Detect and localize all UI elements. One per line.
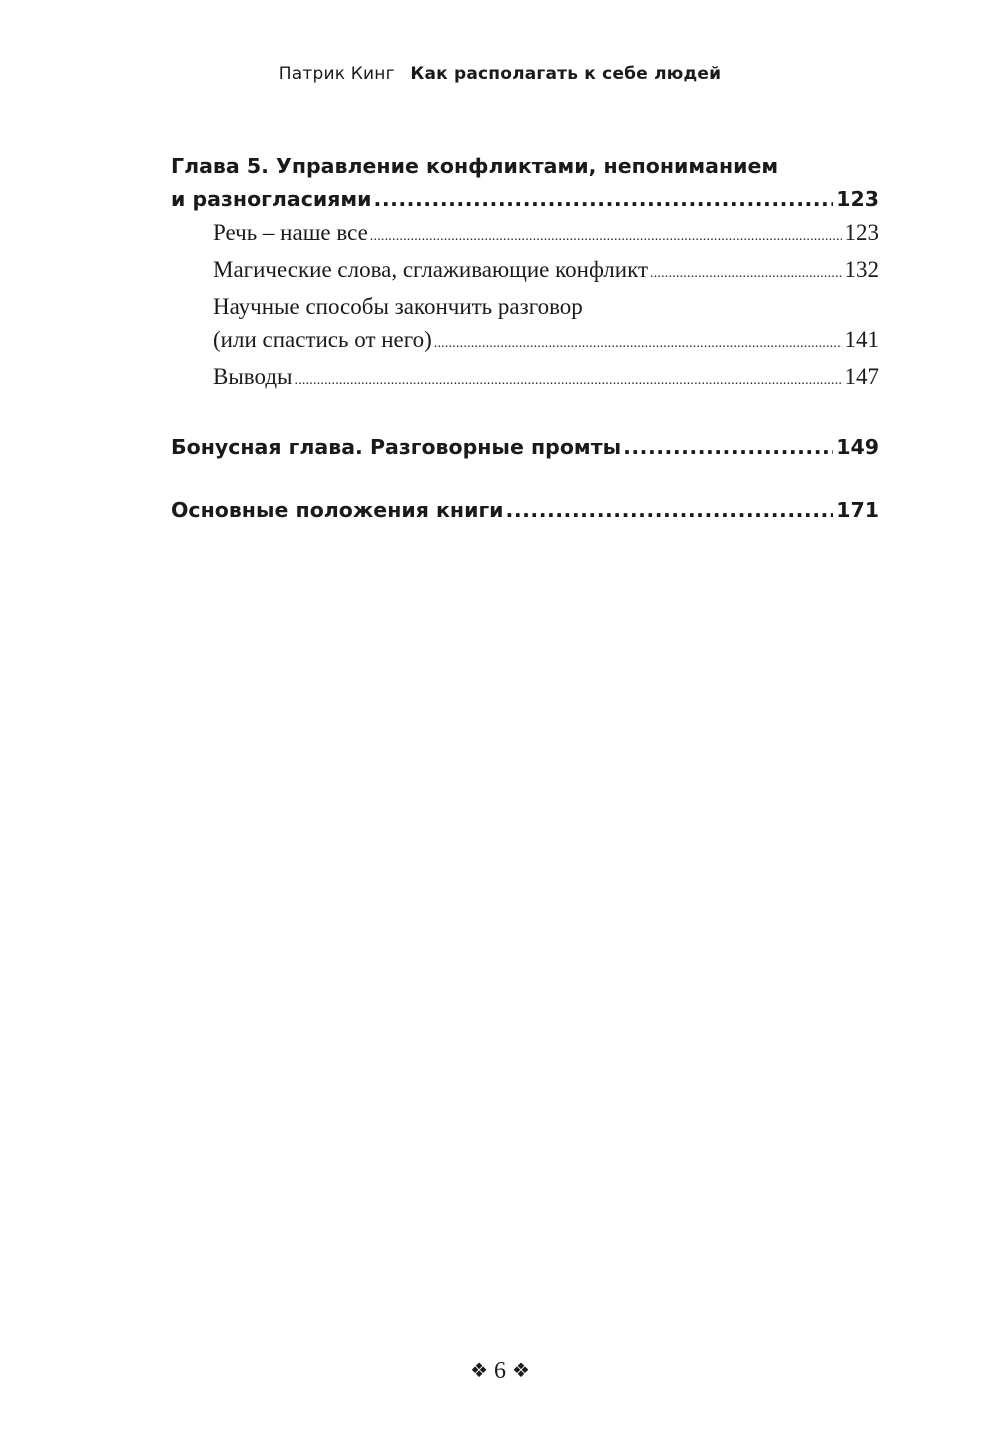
toc-subitem xyxy=(171,216,879,253)
running-head xyxy=(0,64,1000,84)
subitem-page: 123 xyxy=(844,220,879,245)
subitem-label: Речь – наше все xyxy=(213,220,368,245)
chapter-5-page: 123 xyxy=(836,187,879,211)
leader-dots xyxy=(374,183,834,216)
subitem-page: 132 xyxy=(844,257,879,282)
leader-dots xyxy=(434,327,842,360)
subitem-label-line1: Научные способы закончить разговор xyxy=(213,294,583,319)
bonus-page: 149 xyxy=(836,435,879,459)
bonus-title: Бонусная глава. Разговорные промты xyxy=(171,435,622,459)
toc-subitem xyxy=(171,253,879,290)
toc-subitem xyxy=(171,290,879,360)
chapter-5-title-line2: и разногласиями xyxy=(171,187,372,211)
leader-dots xyxy=(623,431,833,464)
toc-summary xyxy=(171,494,879,527)
leader-dots xyxy=(295,364,842,397)
subitem-page: 147 xyxy=(844,364,879,389)
spacer xyxy=(171,464,879,494)
subitem-label: Магические слова, сглаживающие конфликт xyxy=(213,257,648,282)
chapter-5-title-line1: Глава 5. Управление конфликтами, непониманием xyxy=(171,154,779,178)
subitem-label-line2: (или спастись от него) xyxy=(213,327,432,352)
header-book-title: Как располагать к себе людей xyxy=(410,64,722,84)
header-author: Патрик Кинг xyxy=(278,64,395,84)
table-of-contents xyxy=(171,150,879,527)
subitem-page: 141 xyxy=(844,327,879,352)
toc-subitem xyxy=(171,360,879,397)
page-folio xyxy=(0,1358,1000,1385)
ornament-left-icon: ❖ xyxy=(470,1358,488,1382)
toc-chapter-5 xyxy=(171,150,879,216)
chapter-5-entry-row xyxy=(171,183,879,216)
leader-dots xyxy=(650,257,842,290)
toc-bonus-chapter xyxy=(171,431,879,464)
spacer xyxy=(171,397,879,431)
page-number: 6 xyxy=(494,1358,506,1384)
summary-page: 171 xyxy=(836,498,879,522)
ornament-right-icon: ❖ xyxy=(512,1358,530,1382)
leader-dots xyxy=(370,220,842,253)
summary-title: Основные положения книги xyxy=(171,498,504,522)
subitem-label: Выводы xyxy=(213,364,293,389)
leader-dots xyxy=(506,494,834,527)
